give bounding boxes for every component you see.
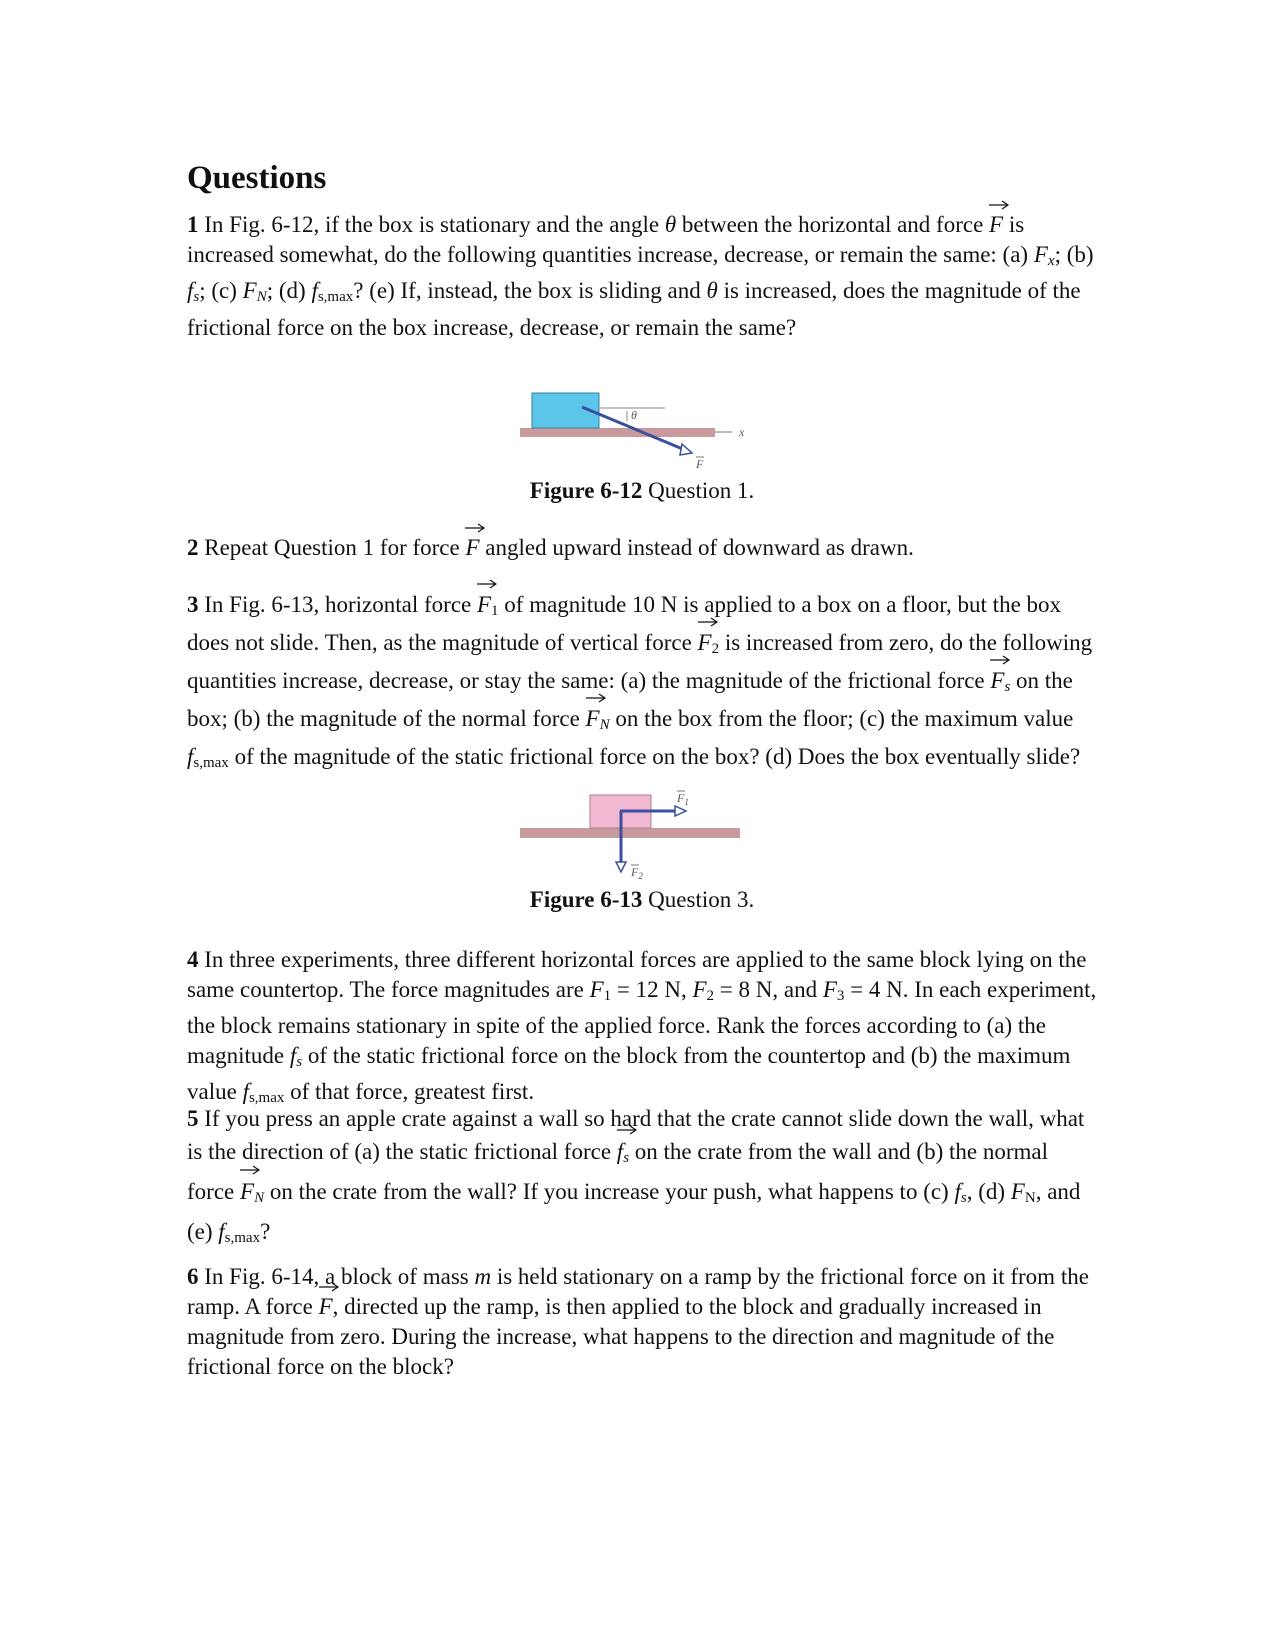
question-2: 2 Repeat Question 1 for force F angled upward instead of downward as drawn.: [187, 533, 1097, 563]
arrowhead-icon: [675, 806, 686, 816]
x-label: x: [739, 425, 745, 439]
floor: [520, 828, 740, 838]
F1-label: $F_1$: [677, 791, 689, 807]
vector-FN: F: [586, 703, 600, 734]
question-3: 3 In Fig. 6-13, horizontal force $F_1$ of magnitude 10 N is applied to a box on a floor, but the box does not slide. Then, as the magnitude of vertical force $F_2$ is increased from zero, do the following quantities increase, decrease, or stay the same: (a) the magnitude of the frictional force $F_s$ on the box; (b) the magnitude of the normal force $F_N$ on the box from the floor; (c) the maximum value $f_{s,max}$ of the magnitude of the static frictional force on the box? (d) Does the box eventually slide?: [187, 589, 1097, 779]
vector-arrow-icon: [617, 1122, 637, 1134]
figure-6-12-caption: Figure 6-12 Question 1.: [529, 478, 755, 503]
question-number: 2: [187, 535, 199, 560]
question-5: 5 If you press an apple crate against a wall so hard that the crate cannot slide down the wall, what is the direction of (a) the static frictional force $f_s$ on the crate from the wall and (b) the normal force $F_N$ on the crate from the wall? If you increase your push, what happens to (c) $f_s$, (d) $F_N$, and (e) $f_{s,max}$?: [187, 1106, 1085, 1246]
vector-fs: f: [617, 1135, 623, 1168]
figure-6-13-caption: Figure 6-13 Question 3.: [529, 887, 755, 912]
question-6: 6 In Fig. 6-14, a block of mass m is held stationary on a ramp by the frictional force on it from the ramp. A force F, directed up the ramp, is then applied to the block and gradually increased in magnitude from zero. During the increase, what happens to the direction and magnitude of the frictional force on the block?: [187, 1264, 1089, 1379]
arrowhead-icon: [680, 444, 692, 455]
vector-arrow-icon: [698, 614, 718, 626]
vector-Fs: F: [990, 665, 1004, 696]
vector-arrow-icon: [465, 520, 485, 532]
question-number: 1: [187, 212, 199, 237]
arrowhead-icon: [616, 862, 626, 872]
vector-arrow-icon: [586, 690, 606, 702]
vector-arrow-icon: [990, 652, 1010, 664]
question-4: 4 In three experiments, three different horizontal forces are applied to the same block lying on the same countertop. The force magnitudes are $F_1 = 12$ N, $F_2 = 8$ N, and $F_3 = 4$ N. In each experiment, the block remains stationary in spite of the applied force. Rank the forces according to (a) the magnitude $f_s$ of the static frictional force on the block from the countertop and (b) the maximum value $f_{s,max}$ of that force, greatest first.: [187, 947, 1097, 1106]
F2-label: $F_2$: [631, 865, 643, 881]
vector-arrow-icon: [477, 576, 497, 588]
question-number: 5: [187, 1106, 199, 1131]
theta-label: θ: [631, 408, 637, 422]
vector-F: F: [465, 533, 479, 563]
vector-F: F: [989, 210, 1003, 240]
figure-6-13: [520, 790, 745, 880]
page-title: Questions: [187, 160, 327, 196]
vector-FN: F: [240, 1175, 254, 1208]
vector-F1: F: [477, 589, 491, 620]
vector-arrow-icon: [240, 1162, 260, 1174]
question-number: 6: [187, 1264, 199, 1289]
figure-6-12: [520, 388, 750, 471]
vector-F2: F: [698, 627, 712, 658]
question-number: 3: [187, 592, 199, 617]
vector-arrow-icon: [319, 1279, 339, 1291]
vector-F: F: [319, 1292, 333, 1322]
question-1: 1 In Fig. 6-12, if the box is stationary and the angle θ between the horizontal and force F is increased somewhat, do the following quantities increase, decrease, or remain the same: (a) $F_x$; (b) $f_s$; (c) $F_N$; (d) $f_{s,max}$? (e) If, instead, the box is sliding and θ is increased, does the magnitude of the frictional force on the box increase, decrease, or remain the same?: [187, 210, 1097, 342]
floor: [520, 428, 715, 437]
question-number: 4: [187, 947, 199, 972]
vector-arrow-icon: [989, 197, 1009, 209]
F-label: F: [696, 457, 704, 471]
